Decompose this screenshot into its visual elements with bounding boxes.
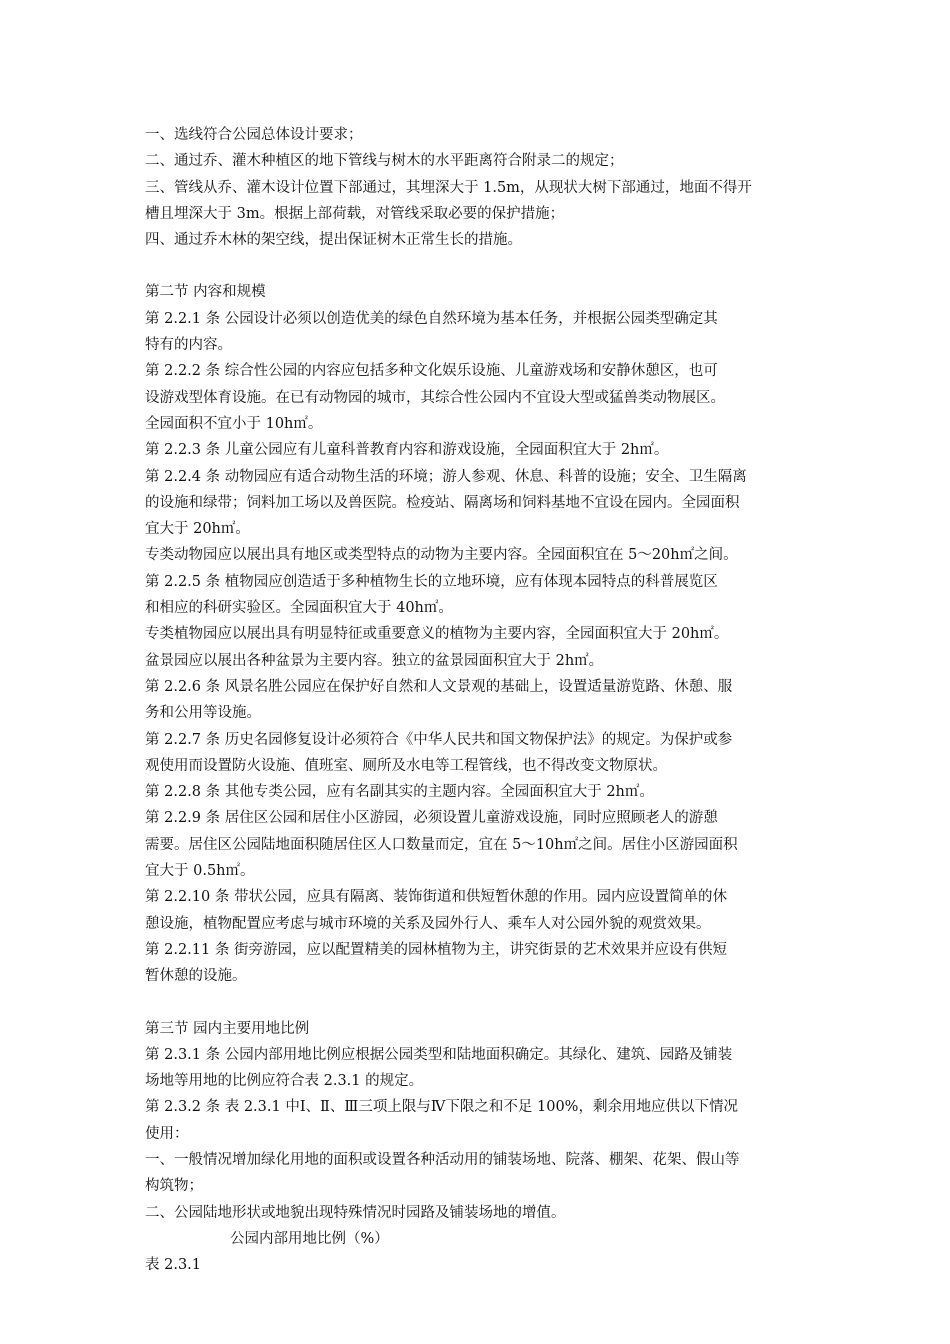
text-line: 宜大于 0.5h㎡。	[145, 863, 255, 880]
text-line: 三、管线从乔、灌木设计位置下部通过，其埋深大于 1.5m，从现状大树下部通过，地面不得开	[145, 179, 752, 196]
text-line: 第 2.2.5 条 植物园应创造适于多种植物生长的立地环境，应有体现本园特点的科普展览区	[145, 573, 718, 590]
text-line: 设游戏型体育设施。在已有动物园的城市，其综合性公园内不宜设大型或猛兽类动物展区。	[145, 389, 725, 406]
section-land-ratio	[145, 1016, 817, 1279]
text-line: 的设施和绿带；饲料加工场以及兽医院。检疫站、隔离场和饲料基地不宜设在园内。全园面积	[145, 494, 740, 511]
text-line: 第 2.2.3 条 儿童公园应有儿童科普教育内容和游戏设施，全园面积宜大于 2h㎡。	[145, 442, 669, 459]
text-line: 第 2.2.11 条 街旁游园，应以配置精美的园林植物为主，讲究街景的艺术效果并应设有供短	[145, 941, 727, 958]
text-line: 第 2.2.9 条 居住区公园和居住小区游园，必须设置儿童游戏设施，同时应照顾老人的游憩	[145, 810, 718, 827]
text-line: 场地等用地的比例应符合表 2.3.1 的规定。	[145, 1073, 424, 1090]
text-line: 第 2.2.4 条 动物园应有适合动物生活的环境；游人参观、休息、科普的设施；安全、卫生隔离	[145, 468, 747, 485]
section-heading: 第二节 内容和规模	[145, 284, 266, 301]
text-line: 专类植物园应以展出具有明显特征或重要意义的植物为主要内容，全园面积宜大于 20h㎡。	[145, 626, 729, 643]
text-line: 第 2.2.10 条 带状公园，应具有隔离、装饰街道和供短暂休憩的作用。园内应设置简单的休	[145, 889, 727, 906]
section-heading: 第三节 园内主要用地比例	[145, 1020, 310, 1037]
requirements-list	[145, 122, 817, 253]
text-line: 第 2.3.1 条 公园内部用地比例应根据公园类型和陆地面积确定。其绿化、建筑、园路及铺装	[145, 1046, 733, 1063]
text-line: 暂休憩的设施。	[145, 968, 247, 985]
text-line: 一、一般情况增加绿化用地的面积或设置各种活动用的铺装场地、院落、棚架、花架、假山等	[145, 1151, 740, 1168]
text-line: 槽且埋深大于 3m。根据上部荷载，对管线采取必要的保护措施；	[145, 205, 565, 222]
text-line: 第 2.3.2 条 表 2.3.1 中Ⅰ、Ⅱ、Ⅲ三项上限与Ⅳ下限之和不足 100%，剩余用地应供以下情况	[145, 1099, 738, 1116]
text-line: 一、选线符合公园总体设计要求；	[145, 127, 363, 143]
text-line: 特有的内容。	[145, 337, 232, 354]
table-number: 表 2.3.1	[145, 1257, 202, 1274]
text-line: 第 2.2.2 条 综合性公园的内容应包括多种文化娱乐设施、儿童游戏场和安静休憩区，也可	[145, 363, 718, 380]
text-line: 和相应的科研实验区。全园面积宜大于 40h㎡。	[145, 600, 453, 617]
text-line: 构筑物；	[145, 1178, 203, 1195]
paragraph-gap	[145, 253, 817, 279]
text-line: 宜大于 20h㎡。	[145, 521, 250, 538]
table-caption: 公园内部用地比例（%）	[230, 1230, 389, 1247]
text-line: 盆景园应以展出各种盆景为主要内容。独立的盆景园面积宜大于 2h㎡。	[145, 652, 604, 669]
text-line: 二、公园陆地形状或地貌出现特殊情况时园路及铺装场地的增值。	[145, 1204, 566, 1221]
paragraph-gap	[145, 990, 817, 1016]
text-line: 需要。居住区公园陆地面积随居住区人口数量而定，宜在 5～10h㎡之间。居住小区游园面积	[145, 836, 738, 853]
text-line: 二、通过乔、灌木种植区的地下管线与树木的水平距离符合附录二的规定；	[145, 153, 624, 170]
section-content-scale	[145, 279, 817, 989]
text-line: 憩设施，植物配置应考虑与城市环境的关系及园外行人、乘车人对公园外貌的观赏效果。	[145, 915, 711, 932]
text-line: 第 2.2.6 条 风景名胜公园应在保护好自然和人文景观的基础上，设置适量游览路、休憩、服	[145, 678, 733, 695]
text-line: 专类动物园应以展出具有地区或类型特点的动物为主要内容。全园面积宜在 5～20h㎡之间。	[145, 547, 738, 564]
text-line: 四、通过乔木林的架空线，提出保证树木正常生长的措施。	[145, 232, 522, 249]
text-line: 第 2.2.1 条 公园设计必须以创造优美的绿色自然环境为基本任务，并根据公园类型确定其	[145, 310, 718, 327]
document-body	[145, 122, 817, 1278]
text-line: 第 2.2.7 条 历史名园修复设计必须符合《中华人民共和国文物保护法》的规定。为保护或参	[145, 731, 733, 748]
text-line: 第 2.2.8 条 其他专类公园，应有名副其实的主题内容。全园面积宜大于 2h㎡。	[145, 784, 654, 801]
text-line: 全园面积不宜小于 10h㎡。	[145, 415, 323, 432]
text-line: 观使用而设置防火设施、值班室、厕所及水电等工程管线，也不得改变文物原状。	[145, 757, 667, 774]
text-line: 使用：	[145, 1125, 189, 1142]
text-line: 务和公用等设施。	[145, 705, 261, 722]
